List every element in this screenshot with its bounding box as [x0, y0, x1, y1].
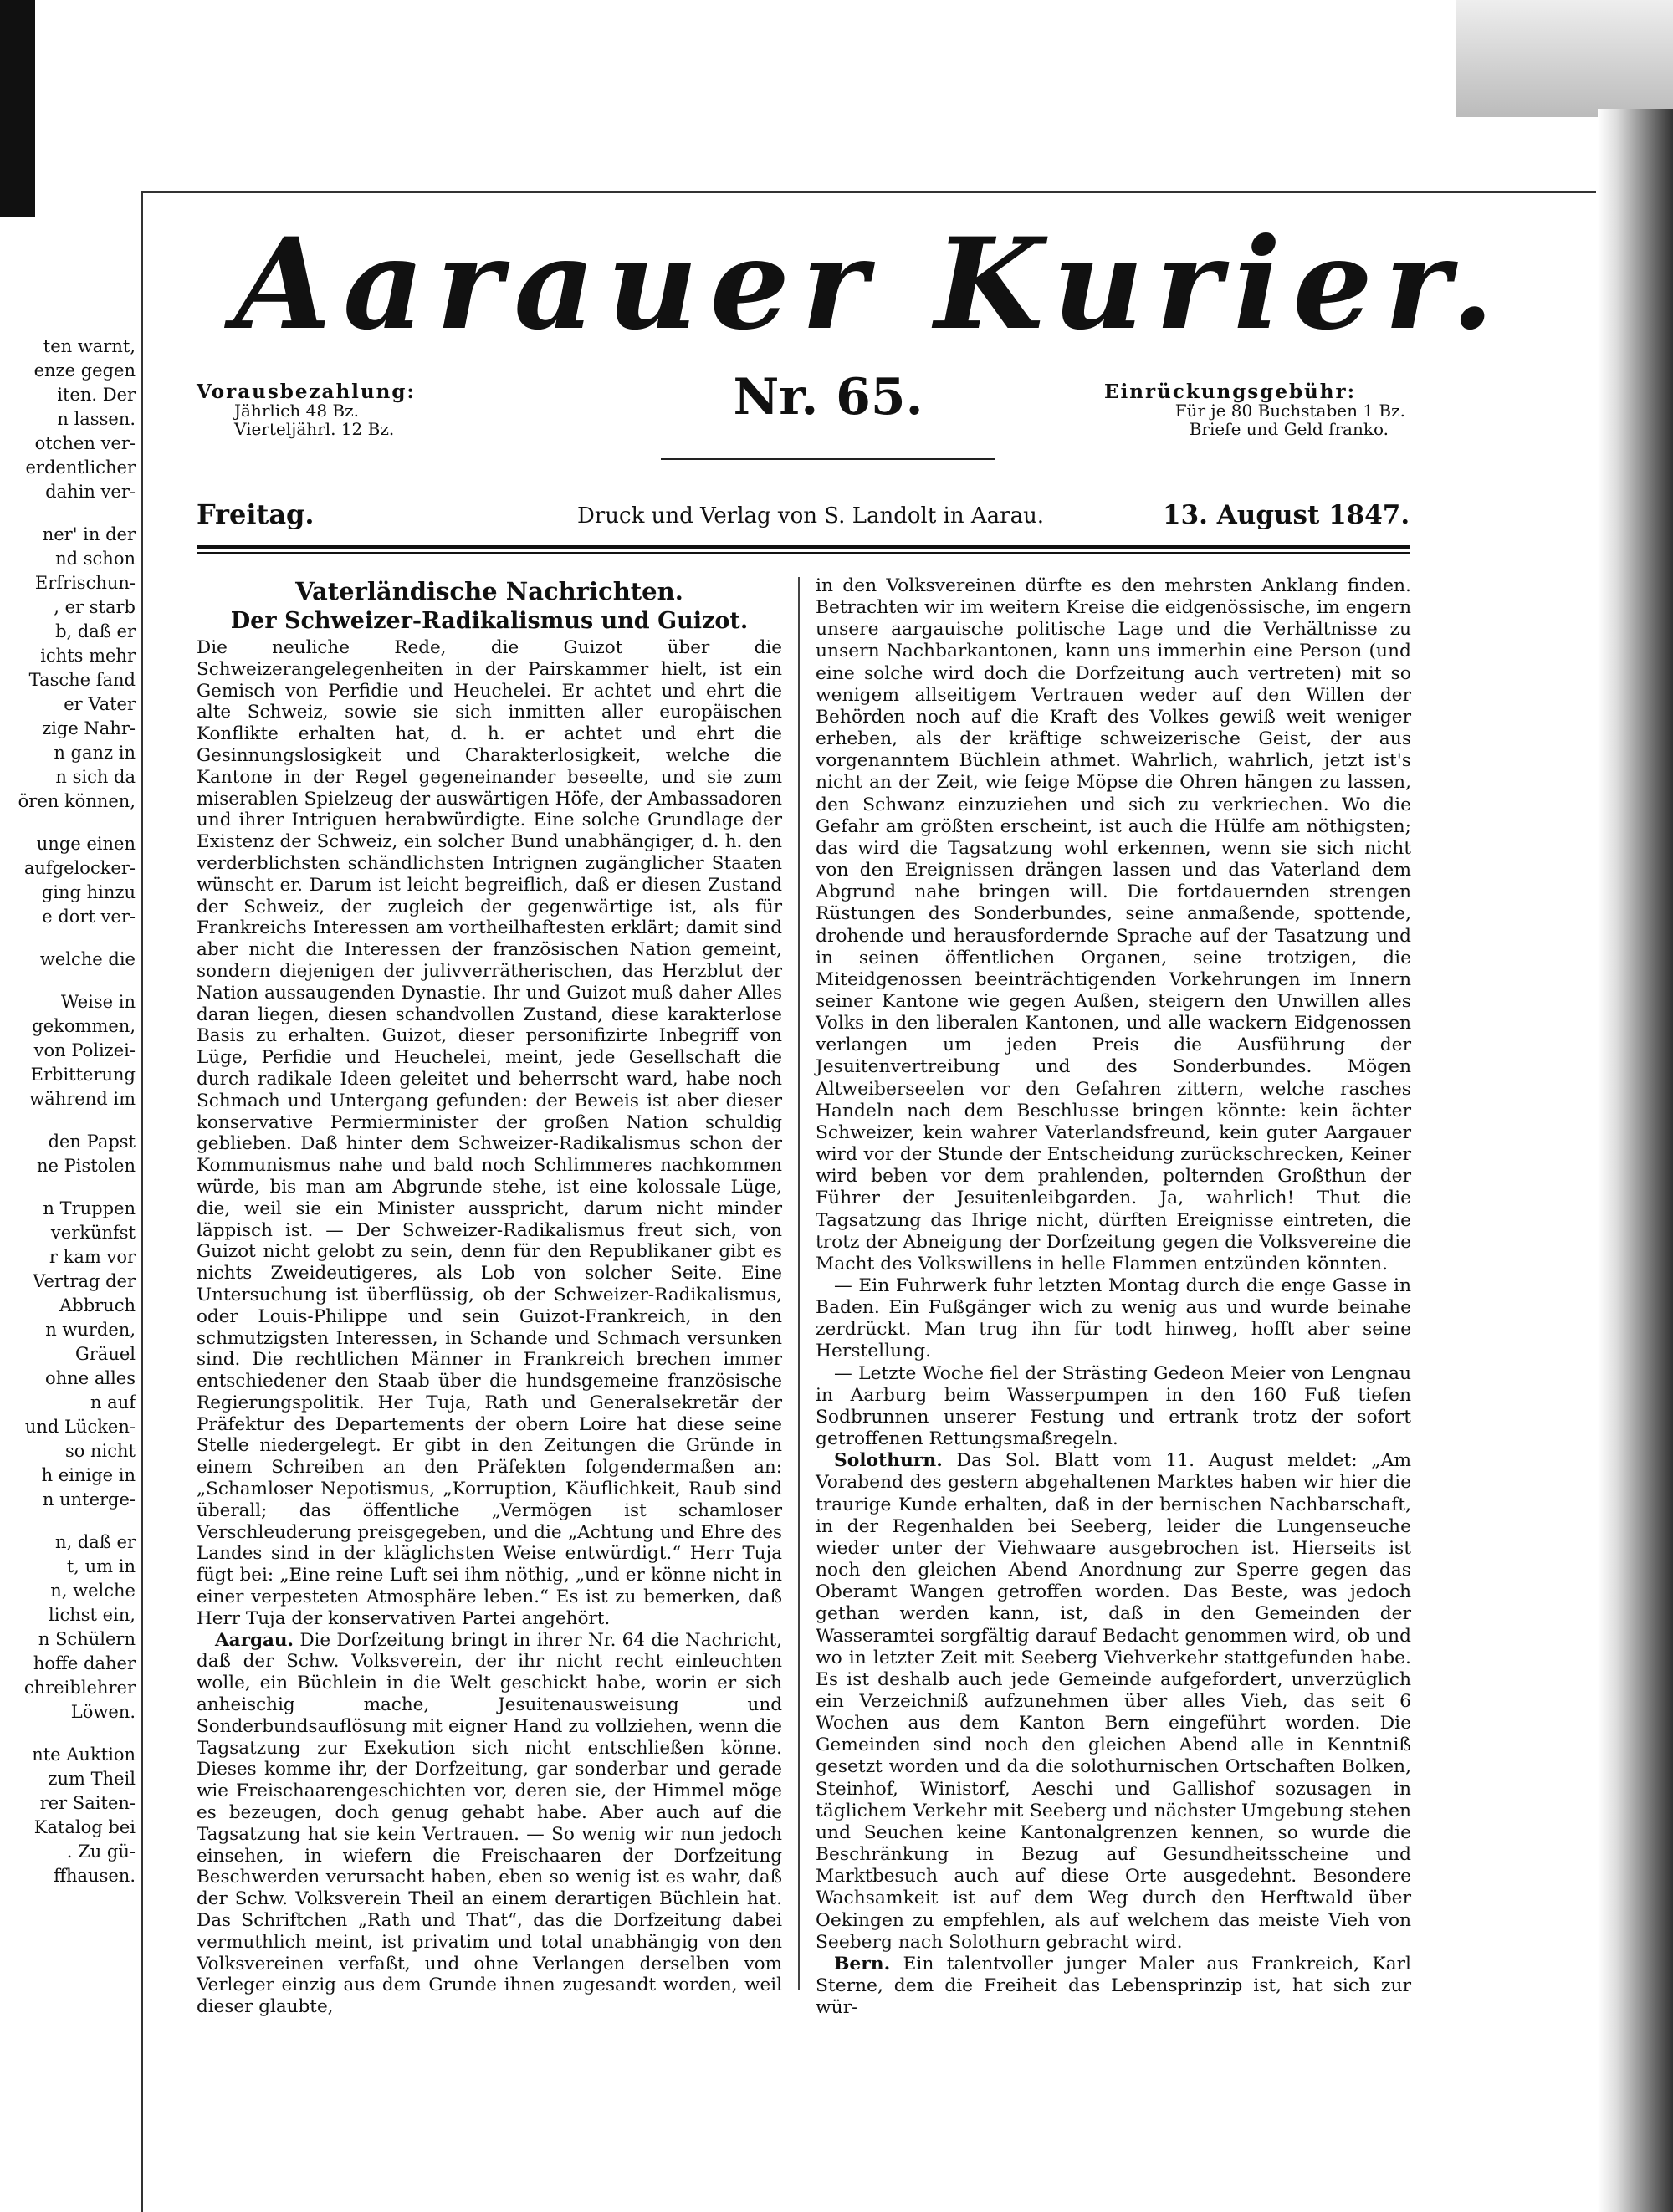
- previous-page-fragment: verkünfst: [50, 1223, 136, 1243]
- previous-page-fragment: t, um in: [66, 1556, 136, 1576]
- place-heading: Solothurn.: [834, 1450, 943, 1472]
- previous-page-fragment: n wurden,: [45, 1320, 136, 1340]
- previous-page-fragment: erdentlicher: [25, 457, 136, 478]
- article-title: Der Schweizer-Radikalismus und Guizot.: [230, 608, 749, 634]
- previous-page-fragment: n, daß er: [54, 1532, 136, 1552]
- subscription-line: Jährlich 48 Bz.: [234, 401, 360, 421]
- issue-day: Freitag.: [197, 498, 315, 530]
- previous-page-fragment: während im: [29, 1089, 136, 1109]
- header-rule-thick: [197, 545, 1410, 549]
- previous-page-fragment: welche die: [39, 949, 136, 969]
- fee-line: Für je 80 Buchstaben 1 Bz.: [1174, 401, 1405, 421]
- previous-page-fragment: so nicht: [64, 1441, 136, 1461]
- previous-page-fragment: n lassen.: [57, 409, 136, 429]
- fee-line: Briefe und Geld franko.: [1189, 419, 1389, 439]
- scan-edge-bar: [0, 0, 35, 217]
- previous-page-fragment: er Vater: [64, 694, 136, 714]
- previous-page-fragment: chreiblehrer: [23, 1678, 136, 1698]
- previous-page-fragment: von Polizei-: [33, 1040, 136, 1060]
- previous-page-fragment: Gräuel: [74, 1344, 136, 1364]
- issue-date: 13. August 1847.: [1163, 500, 1410, 530]
- previous-page-fragment: e dort ver-: [42, 907, 136, 927]
- previous-page-fragment: Katalog bei: [33, 1817, 136, 1837]
- previous-page-fragment: nte Auktion: [32, 1745, 136, 1765]
- issue-number: Nr. 65.: [733, 368, 923, 427]
- article-paragraph: in den Volksvereinen dürfte es den mehrsten Anklang finden. Betrachten wir im weitern Kreise die eidgenössische, im engern unsere aargauische politische Lage und die Verhältnisse zu unsern Nachbarkantonen, kann uns immerhin eine Person (und eine solche wird doch die Dorfzeitung auch vertreten) mit so wenigem allseitigem Vertrauen weder auf den Willen der Behörden noch auf die Kraft des Volkes gewiß weit weniger erheben, als der kräftige schweizerische Geist, der aus vorgenanntem Büchlein athmet. Wahrlich, wahrlich, jetzt ist's nicht an der Zeit, wie feige Möpse die Ohren hängen zu lassen, den Schwanz einzuziehen und sich zu verkriechen. Wo die Gefahr am größten erscheint, ist auch die Hülfe am nöthigsten; das wird die Tagsatzung wohl erkennen, wenn sie sich nicht von den Ereignissen drängen lassen und das Vaterland dem Abgrund nahe bringen will. Die fortdauernden strengen Rüstungen des Sonderbundes, seine anmaßende, spottende, drohende und herausfordernde Sprache auf der Tasatzung und in seinen öffentlichen Organen, seine trotzigen, die Miteidgenossen beeinträchtigenden Vorkehrungen im Innern seiner Kantone wie gegen Außen, steigern den Unwillen alles Volks in den liberalen Kantonen, und alle wackern Eidgenossen verlangen um jeden Preis die Ausführung der Jesuitenvertreibung und des Sonderbundes. Mögen Altweiberseelen vor den Gefahren zittern, welche rasches Handeln nach dem Beschlusse bringen könnte: kein ächter Schweizer, kein wahrer Vaterlandsfreund, kein guter Aargauer wird vor der Stunde der Entscheidung zurückschrecken, Keiner wird beben vor dem prahlenden, polternden Großthun der Führer der Jesuitenleibgarden. Ja, wahrlich! Thut die Tagsatzung das Ihrige nicht, dürften Ereignisse eintreten, die trotz der Abneigung der Dorfzeitung gegen die Volksvereine die Macht des Volkswillens in helle Flammen entzünden könnten.: [816, 575, 1411, 1275]
- subscription-box: [197, 383, 416, 438]
- news-item: — Letzte Woche fiel der Strästing Gedeon Meier von Lengnau in Aarburg beim Wasserpumpen in den 160 Fuß tiefen Sodbrunnen unserer Festung und ertrank trotz der sofort getroffenen Rettungsmaßregeln.: [816, 1362, 1411, 1450]
- previous-page-fragment: und Lücken-: [24, 1417, 136, 1437]
- previous-page-fragment: hoffe daher: [33, 1653, 136, 1673]
- previous-page-fragment: Vertrag der: [33, 1271, 136, 1291]
- previous-page-column: [0, 335, 136, 2091]
- previous-page-fragment: ging hinzu: [41, 882, 136, 902]
- previous-page-fragment: , er starb: [54, 597, 136, 617]
- previous-page-fragment: dahin ver-: [45, 482, 136, 502]
- previous-page-fragment: Erbitterung: [30, 1065, 136, 1085]
- scan-page-edge-shadow: [1598, 109, 1673, 2212]
- previous-page-fragment: ichts mehr: [40, 646, 136, 666]
- previous-page-fragment: iten. Der: [57, 385, 136, 405]
- article-paragraph: Ein talentvoller junger Maler aus Frankreich, Karl Sterne, dem die Freiheit das Lebensprinzip ist, hat sich zur wür-: [816, 1953, 1411, 2019]
- previous-page-fragment: unge einen: [36, 834, 136, 854]
- previous-page-fragment: n ganz in: [54, 743, 136, 763]
- article-paragraph: Die Dorfzeitung bringt in ihrer Nr. 64 die Nachricht, daß der Schw. Volksverein, der ihr nicht recht einleuchten wolle, ein Büchlein in die Welt geschickt habe, worin er sich anheischig mache, Jesuitenausweisung und Sonderbundsauflösung mit eigner Hand zu vollziehen, wenn die Tagsatzung zur Exekution sich nicht entschließen könne. Dieses komme ihr, der Dorfzeitung, gar sonderbar und gerade wie Freischaarengeschichten vor, deren sie, der Himmel möge es bezeugen, doch genug gehabt habe. Aber auch auf die Tagsatzung hat sie kein Vertrauen. — So wenig wir nun jedoch einsehen, in wiefern die Freischaaren der Dorfzeitung Beschwerden verursacht haben, eben so wenig ist es wahr, daß der Schw. Volksverein Theil an einem derartigen Büchlein hat. Das Schriftchen „Rath und That“, das die Dorfzeitung dabei vermuthlich meint, ist privatim und total unabhängig von den Volksvereinen verfaßt, und ohne Verlangen derselben vom Verleger einzig aus dem Grunde ihnen zugesandt worden, weil dieser glaubte,: [197, 1629, 782, 2018]
- previous-page-fragment: Abbruch: [59, 1295, 136, 1315]
- previous-page-fragment: den Papst: [48, 1132, 136, 1152]
- article-column-2: [816, 575, 1411, 2019]
- previous-page-fragment: lichst ein,: [49, 1605, 136, 1625]
- previous-page-fragment: ne Pistolen: [36, 1156, 136, 1176]
- section-title: Vaterländische Nachrichten.: [295, 577, 683, 605]
- previous-page-fragment: Weise in: [60, 992, 136, 1012]
- previous-page-fragment: n Truppen: [43, 1198, 136, 1218]
- previous-page-fragment: ohne alles: [45, 1368, 136, 1388]
- previous-page-fragment: gekommen,: [32, 1016, 136, 1036]
- previous-page-fragment: aufgelocker-: [23, 858, 136, 878]
- previous-page-fragment: otchen ver-: [34, 433, 136, 453]
- fee-box: [1104, 383, 1405, 438]
- header-rule-thin: [197, 552, 1410, 554]
- previous-page-fragment: n unterge-: [42, 1489, 136, 1510]
- previous-page-fragment: enze gegen: [33, 360, 136, 381]
- place-heading: Aargau.: [215, 1629, 294, 1651]
- page-top-edge: [141, 191, 1596, 193]
- previous-page-fragment: b, daß er: [55, 621, 136, 641]
- subscription-line: Vierteljährl. 12 Bz.: [234, 419, 395, 439]
- previous-page-fragment: . Zu gü-: [66, 1842, 136, 1862]
- previous-page-fragment: n Schülern: [38, 1629, 136, 1649]
- previous-page-fragment: ffhausen.: [54, 1866, 136, 1886]
- printer-line: Druck und Verlag von S. Landolt in Aarau.: [577, 503, 1045, 529]
- previous-page-fragment: zige Nahr-: [42, 718, 136, 738]
- previous-page-fragment: n sich da: [55, 767, 136, 787]
- newspaper-title: Aarauer Kurier.: [233, 211, 1507, 358]
- previous-page-fragment: rer Saiten-: [39, 1793, 136, 1813]
- previous-page-fragment: r kam vor: [49, 1247, 136, 1267]
- previous-page-fragment: nd schon: [55, 549, 136, 569]
- article-paragraph: Das Sol. Blatt vom 11. August meldet: „Am Vorabend des gestern abgehaltenen Marktes haben wir hier die traurige Kunde erhalten, daß in der bernischen Nachbarschaft, in der Regenhalden bei Seeberg, leider die Lungenseuche wieder unter der Viehwaare ausgebrochen ist. Hierseits ist noch den gleichen Abend Anordnung zur Sperre gegen das Oberamt Wangen getroffen worden. Das Beste, was jedoch gethan werden kann, ist, daß in den Gemeinden der Wasseramtei sorgfältig darauf Bedacht genommen wird, ob und wo in letzter Zeit mit Seeberg Viehverkehr stattgefunden habe. Es ist deshalb auch jede Gemeinde aufgefordert, unverzüglich ein Verzeichniß aufzunehmen über alles Vieh, das seit 6 Wochen aus dem Kanton Bern eingeführt worden. Die Gemeinden sind noch den gleichen Abend alle in Kenntniß gesetzt worden und da die solothurnischen Ortschaften Bolken, Steinhof, Winistorf, Aeschi und Gallishof sozusagen in täglichem Verkehr mit Seeberg und nächster Umgebung stehen und Seuchen keine Kantonalgrenzen kennen, so wurde die Beschränkung in Bezug auf Gesundheitsscheine und Marktbesuch auch auf diese Orte ausgedehnt. Besondere Wachsamkeit ist auf dem Weg durch den Herftwald über Oekingen zu empfehlen, als auf welchem das meiste Vieh von Seeberg nach Solothurn gebracht wird.: [816, 1450, 1412, 1953]
- masthead-rule: [661, 458, 995, 460]
- previous-page-fragment: n, welche: [50, 1581, 136, 1601]
- previous-page-fragment: Löwen.: [70, 1702, 136, 1722]
- scan-corner-shadow: [1456, 0, 1673, 117]
- previous-page-fragment: ören können,: [18, 791, 136, 811]
- previous-page-fragment: zum Theil: [48, 1769, 136, 1789]
- previous-page-fragment: n auf: [90, 1392, 136, 1413]
- article-column-1: [197, 575, 782, 2018]
- article-paragraph: Die neuliche Rede, die Guizot über die Schweizerangelegenheiten in der Pairskammer hielt, ist ein Gemisch von Perfidie und Heuchelei. Er achtet und ehrt die alte Schweiz, sowie sie sich inmitten aller europäischen Konflikte erhalten hat, d. h. er achtet und ehrt die Gesinnungslosigkeit und Charakterlosigkeit, welche die Kantone in der Regel gegeneinander beseelte, und sie zum miserablen Spielzeug der auswärtigen Höfe, der Ambassadoren und ihrer Intriguen herabwürdigte. Eine solche Grundlage der Existenz der Schweiz, ein solcher Bund unabhängiger, d. h. den verderblichsten schändlichsten Intrignen zugänglicher Staaten wünscht er. Darum ist leicht begreiflich, daß er diesen Zustand der Schweiz, der zugleich der gegenwärtige ist, als für Frankreichs Interessen am vortheilhaftesten erklärt; damit sind aber nicht die Interessen der französischen Nation gemeint, sondern diejenigen der julivverrätherischen, das Herzblut der Nation aussaugenden Dynastie. Ihr und Guizot muß daher Alles daran liegen, diesen schandvollen Zustand, diese karakterlose Basis zu erhalten. Guizot, dieser personifizirte Inbegriff von Lüge, Perfidie und Heuchelei, meint, jede Gesellschaft die durch radikale Ideen geleitet und beherrscht ward, habe noch Schmach und Untergang gefunden: der Beweis ist aber dieser konservative Permierminister der großen Nation schuldig geblieben. Daß hinter dem Schweizer-Radikalismus schon der Kommunismus nahe und bald noch Schlimmeres nachkommen würde, bis man am Abgrunde stehe, ist eine kolossale Lüge, die, weil sie ein Minister ausspricht, darum nicht minder läppisch ist. — Der Schweizer-Radikalismus freut sich, von Guizot nicht gelobt zu sein, denn für den Republikaner gibt es nichts Zweideutigeres, als Lob von solcher Seite. Eine Untersuchung ist überflüssig, ob der Schweizer-Radikalismus, oder Louis-Philippe und sein Guizot-Frankreich, in den schmutzigsten Interessen, in Schande und Schmach versunken sind. Die rechtlichen Männer in Frankreich brechen immer entschiedener den Staab über die hundsgemeine französische Regierungspolitik. Her Tuja, Rath und Generalsekretär der Präfektur des Departements der obern Loire hat diese seine Stelle niedergelegt. Er gibt in den Zeitungen die Gründe in einem Schreiben an den Präfekten folgendermaßen an: „Schamloser Nepotismus, „Korruption, Käuflichkeit, Raub sind überall; das öffentliche „Vermögen ist schamloser Verschleuderung preisgegeben, und die „Achtung und Ehre des Landes sind in der kläglichsten Weise entwürdigt.“ Herr Tuja fügt bei: „Eine reine Luft sei ihm nöthig, „und er könne nicht in einer verpesteten Atmosphäre leben.“ Es ist zu bemerken, daß Herr Tuja der konservativen Partei angehört.: [197, 637, 782, 1629]
- previous-page-fragment: Erfrischun-: [34, 573, 136, 593]
- previous-page-fragment: h einige in: [41, 1465, 136, 1485]
- previous-page-fragment: ten warnt,: [43, 336, 136, 356]
- previous-page-fragment: ner' in der: [42, 524, 136, 544]
- fee-heading: Einrückungsgebühr:: [1104, 381, 1357, 403]
- page-spine-line: [141, 192, 143, 2212]
- place-heading: Bern.: [834, 1953, 891, 1974]
- previous-page-fragment: Tasche fand: [28, 670, 136, 690]
- subscription-heading: Vorausbezahlung:: [197, 381, 416, 403]
- column-divider: [798, 577, 800, 1990]
- news-item: — Ein Fuhrwerk fuhr letzten Montag durch die enge Gasse in Baden. Ein Fußgänger wich zu wenig aus und wurde beinahe zerdrückt. Man trug ihn für todt hinweg, hofft aber seine Herstellung.: [816, 1275, 1411, 1362]
